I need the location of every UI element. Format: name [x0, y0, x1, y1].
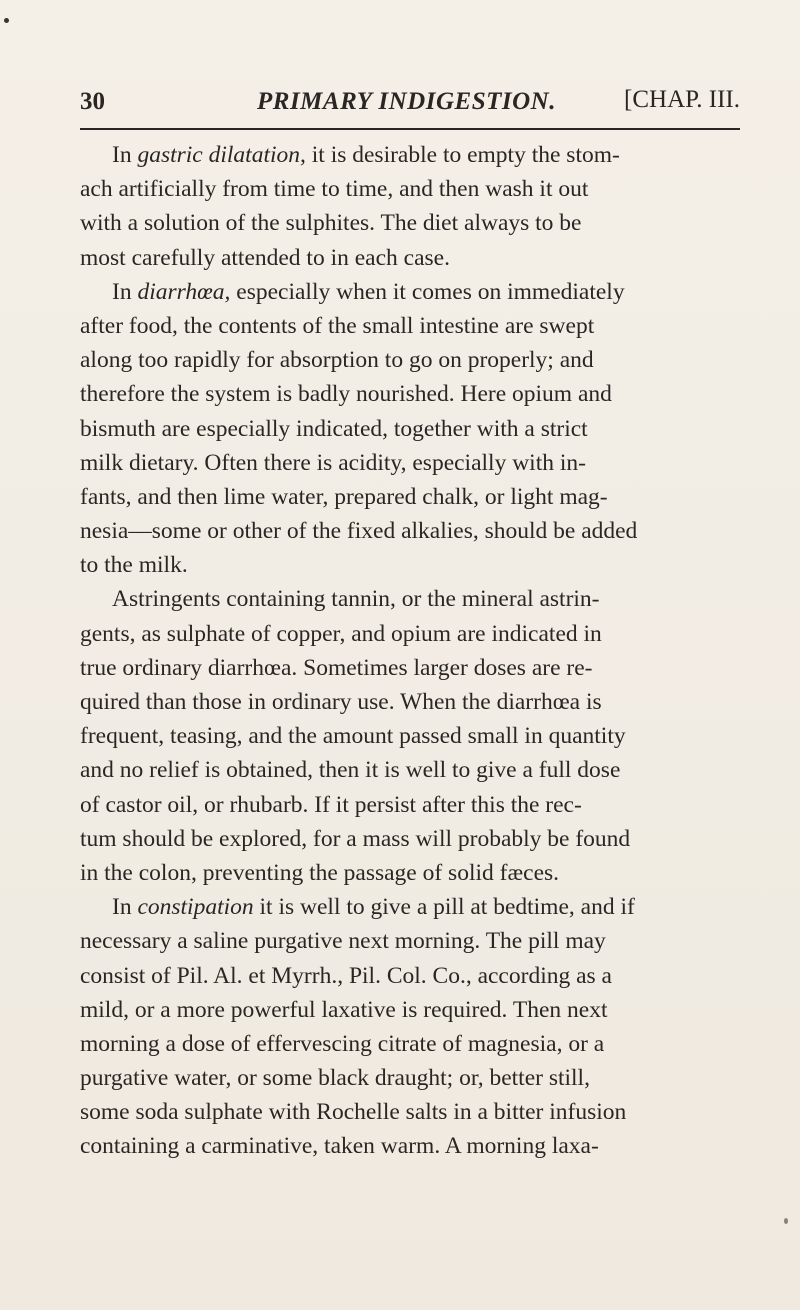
- text-line: consist of Pil. Al. et Myrrh., Pil. Col. Co., according as a: [80, 962, 612, 989]
- text-line: quired than those in ordinary use. When the diarrhœa is: [80, 689, 602, 715]
- text-line: purgative water, or some black draught; or, better still,: [80, 1065, 590, 1092]
- body-text: [80, 138, 740, 1164]
- text-line: fants, and then lime water, prepared chalk, or light mag-: [80, 483, 608, 510]
- running-header: [80, 88, 740, 122]
- text-line: after food, the contents of the small intestine are swept: [80, 312, 595, 339]
- text-line: Astringents containing tannin, or the mineral astrin-: [112, 586, 600, 613]
- text-line: morning a dose of effervescing citrate of magnesia, or a: [80, 1030, 605, 1057]
- text-line: necessary a saline purgative next morning. The pill may: [80, 928, 606, 955]
- text-line: along too rapidly for absorption to go on properly; and: [80, 347, 594, 374]
- text-line: most carefully attended to in each case.: [80, 244, 450, 271]
- text-line: in the colon, preventing the passage of solid fæces.: [80, 859, 560, 886]
- text-line: frequent, teasing, and the amount passed small in quantity: [80, 723, 626, 750]
- text-line: nesia—some or other of the fixed alkalies, should be added: [80, 518, 638, 545]
- text-line: some soda sulphate with Rochelle salts in a bitter infusion: [80, 1099, 627, 1126]
- text-line: tum should be explored, for a mass will probably be found: [80, 825, 631, 852]
- text-line: true ordinary diarrhœa. Sometimes larger doses are re-: [80, 654, 593, 681]
- text-line: of castor oil, or rhubarb. If it persist after this the rec-: [80, 791, 582, 818]
- text-line: milk dietary. Often there is acidity, especially with in-: [80, 449, 586, 476]
- header-rule: [80, 128, 740, 130]
- page-number: 30: [80, 88, 105, 115]
- text-line: to the milk.: [80, 552, 188, 579]
- text-line: with a solution of the sulphites. The diet always to be: [80, 210, 582, 237]
- text-line: ach artificially from time to time, and then wash it out: [80, 176, 589, 203]
- text-line: bismuth are especially indicated, together with a strict: [80, 415, 588, 442]
- text-line: containing a carminative, taken warm. A morning laxa-: [80, 1133, 599, 1160]
- ink-speck: [784, 1218, 788, 1224]
- chapter-reference: [CHAP. III.: [624, 86, 740, 113]
- text-line: gents, as sulphate of copper, and opium are indicated in: [80, 620, 602, 647]
- text-line: and no relief is obtained, then it is well to give a full dose: [80, 757, 621, 784]
- running-title: PRIMARY INDIGESTION.: [257, 88, 556, 115]
- text-line: In diarrhœa, especially when it comes on immediately: [112, 278, 625, 305]
- text-line: In constipation it is well to give a pill at bedtime, and if: [112, 894, 635, 921]
- text-line: mild, or a more powerful laxative is required. Then next: [80, 996, 608, 1023]
- text-line: therefore the system is badly nourished. Here opium and: [80, 381, 612, 408]
- text-line: In gastric dilatation, it is desirable to empty the stom-: [112, 142, 620, 168]
- ink-speck: [4, 18, 9, 23]
